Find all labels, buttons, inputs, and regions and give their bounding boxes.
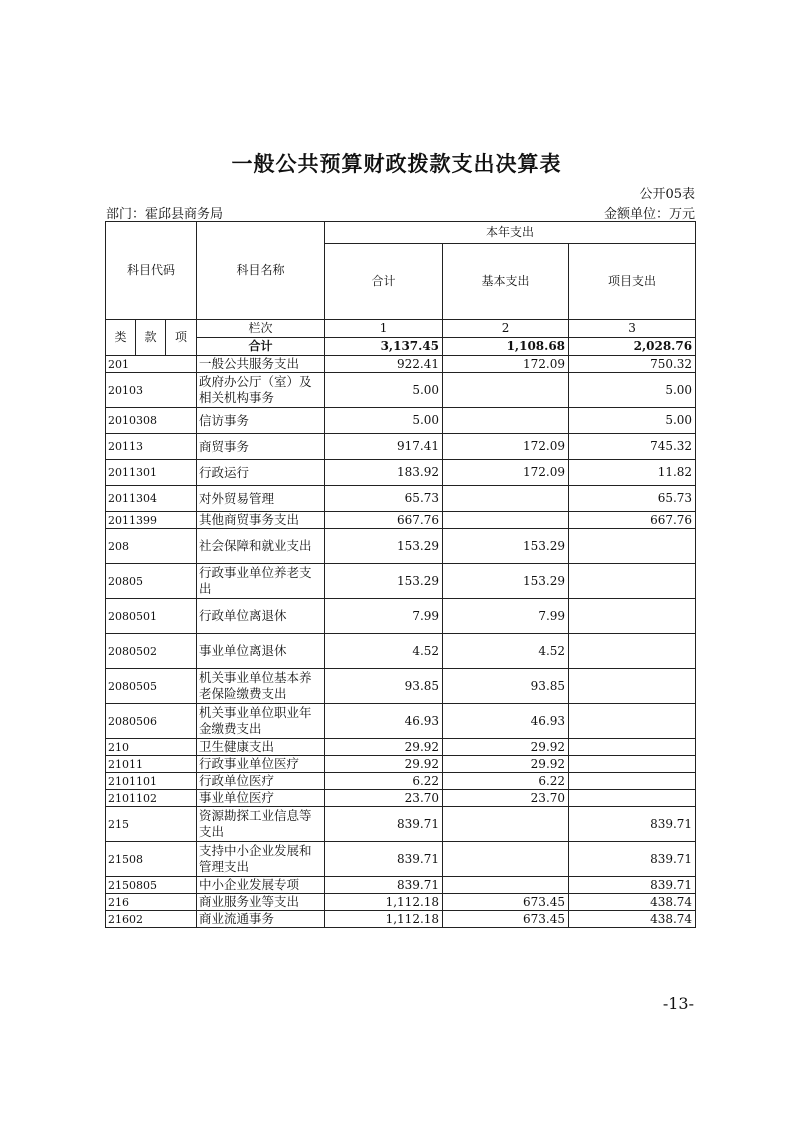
project-amount: 839.71 bbox=[569, 807, 696, 842]
subject-name: 行政事业单位医疗 bbox=[197, 756, 325, 773]
subject-name: 商业服务业等支出 bbox=[197, 894, 325, 911]
table-row bbox=[106, 486, 696, 512]
total-amount: 922.41 bbox=[325, 356, 443, 373]
subject-code: 210 bbox=[106, 739, 197, 756]
subject-code: 21011 bbox=[106, 756, 197, 773]
subject-code: 2011301 bbox=[106, 460, 197, 486]
total-amount: 917.41 bbox=[325, 434, 443, 460]
subject-name: 社会保障和就业支出 bbox=[197, 529, 325, 564]
basic-amount: 172.09 bbox=[443, 460, 569, 486]
table-row bbox=[106, 434, 696, 460]
table-row bbox=[106, 842, 696, 877]
header-code: 科目代码 bbox=[106, 222, 197, 320]
subject-name: 事业单位离退休 bbox=[197, 634, 325, 669]
subject-name: 政府办公厅（室）及相关机构事务 bbox=[197, 373, 325, 408]
column-order-label: 栏次 bbox=[197, 320, 325, 338]
table-row bbox=[106, 877, 696, 894]
subject-name: 商业流通事务 bbox=[197, 911, 325, 928]
header-name: 科目名称 bbox=[197, 222, 325, 320]
basic-amount: 153.29 bbox=[443, 529, 569, 564]
header-basic: 基本支出 bbox=[443, 244, 569, 320]
subject-name: 行政单位离退休 bbox=[197, 599, 325, 634]
total-project-amount: 2,028.76 bbox=[569, 338, 696, 356]
subject-code: 2080506 bbox=[106, 704, 197, 739]
total-amount: 29.92 bbox=[325, 756, 443, 773]
subject-code: 20805 bbox=[106, 564, 197, 599]
subject-code: 2080505 bbox=[106, 669, 197, 704]
total-amount: 4.52 bbox=[325, 634, 443, 669]
column-number-1: 1 bbox=[325, 320, 443, 338]
subject-code: 201 bbox=[106, 356, 197, 373]
subject-code: 2150805 bbox=[106, 877, 197, 894]
subject-name: 行政单位医疗 bbox=[197, 773, 325, 790]
total-amount: 839.71 bbox=[325, 807, 443, 842]
project-amount: 438.74 bbox=[569, 894, 696, 911]
total-label: 合计 bbox=[197, 338, 325, 356]
total-amount: 667.76 bbox=[325, 512, 443, 529]
total-amount: 5.00 bbox=[325, 373, 443, 408]
table-row bbox=[106, 739, 696, 756]
basic-amount bbox=[443, 486, 569, 512]
project-amount: 5.00 bbox=[569, 373, 696, 408]
total-amount: 23.70 bbox=[325, 790, 443, 807]
basic-amount bbox=[443, 512, 569, 529]
table-row bbox=[106, 634, 696, 669]
subject-name: 行政运行 bbox=[197, 460, 325, 486]
project-amount: 839.71 bbox=[569, 877, 696, 894]
project-amount bbox=[569, 756, 696, 773]
subject-code: 20113 bbox=[106, 434, 197, 460]
total-amount: 153.29 bbox=[325, 529, 443, 564]
header-row-1 bbox=[106, 222, 696, 244]
project-amount: 839.71 bbox=[569, 842, 696, 877]
form-number: 公开05表 bbox=[639, 187, 695, 202]
table-row bbox=[106, 512, 696, 529]
subject-name: 中小企业发展专项 bbox=[197, 877, 325, 894]
project-amount: 667.76 bbox=[569, 512, 696, 529]
table-row bbox=[106, 756, 696, 773]
table-row bbox=[106, 564, 696, 599]
table-row bbox=[106, 408, 696, 434]
basic-amount: 29.92 bbox=[443, 756, 569, 773]
subject-code: 216 bbox=[106, 894, 197, 911]
total-amount: 839.71 bbox=[325, 842, 443, 877]
total-amount: 3,137.45 bbox=[325, 338, 443, 356]
project-amount bbox=[569, 704, 696, 739]
total-amount: 183.92 bbox=[325, 460, 443, 486]
total-amount: 1,112.18 bbox=[325, 911, 443, 928]
subject-code: 2011399 bbox=[106, 512, 197, 529]
project-amount bbox=[569, 669, 696, 704]
basic-amount bbox=[443, 373, 569, 408]
table-row bbox=[106, 356, 696, 373]
table-row bbox=[106, 807, 696, 842]
table-row bbox=[106, 529, 696, 564]
project-amount: 438.74 bbox=[569, 911, 696, 928]
total-amount: 153.29 bbox=[325, 564, 443, 599]
project-amount: 11.82 bbox=[569, 460, 696, 486]
column-number-3: 3 bbox=[569, 320, 696, 338]
total-amount: 5.00 bbox=[325, 408, 443, 434]
basic-amount: 673.45 bbox=[443, 894, 569, 911]
total-amount: 6.22 bbox=[325, 773, 443, 790]
subject-code: 2080502 bbox=[106, 634, 197, 669]
table-row bbox=[106, 894, 696, 911]
page-number: -13- bbox=[662, 994, 694, 1013]
page-title: 一般公共预算财政拨款支出决算表 bbox=[231, 151, 562, 176]
basic-amount: 6.22 bbox=[443, 773, 569, 790]
total-amount: 93.85 bbox=[325, 669, 443, 704]
subject-code: 2011304 bbox=[106, 486, 197, 512]
total-basic-amount: 1,108.68 bbox=[443, 338, 569, 356]
subject-code: 2101102 bbox=[106, 790, 197, 807]
column-order-row bbox=[106, 320, 696, 338]
table-row bbox=[106, 911, 696, 928]
subject-name: 卫生健康支出 bbox=[197, 739, 325, 756]
basic-amount bbox=[443, 842, 569, 877]
basic-amount: 23.70 bbox=[443, 790, 569, 807]
subject-name: 商贸事务 bbox=[197, 434, 325, 460]
project-amount: 745.32 bbox=[569, 434, 696, 460]
project-amount bbox=[569, 634, 696, 669]
column-number-2: 2 bbox=[443, 320, 569, 338]
basic-amount: 4.52 bbox=[443, 634, 569, 669]
project-amount bbox=[569, 529, 696, 564]
project-amount bbox=[569, 790, 696, 807]
project-amount: 750.32 bbox=[569, 356, 696, 373]
basic-amount: 153.29 bbox=[443, 564, 569, 599]
department-label: 部门：霍邱县商务局 bbox=[106, 207, 224, 222]
total-amount: 1,112.18 bbox=[325, 894, 443, 911]
basic-amount bbox=[443, 807, 569, 842]
header-xiang: 项 bbox=[166, 320, 197, 356]
table-row bbox=[106, 373, 696, 408]
project-amount: 5.00 bbox=[569, 408, 696, 434]
subject-name: 支持中小企业发展和管理支出 bbox=[197, 842, 325, 877]
total-amount: 839.71 bbox=[325, 877, 443, 894]
subject-name: 机关事业单位职业年金缴费支出 bbox=[197, 704, 325, 739]
subject-code: 208 bbox=[106, 529, 197, 564]
basic-amount: 29.92 bbox=[443, 739, 569, 756]
subject-code: 21508 bbox=[106, 842, 197, 877]
header-kuan: 款 bbox=[136, 320, 166, 356]
basic-amount: 46.93 bbox=[443, 704, 569, 739]
project-amount bbox=[569, 599, 696, 634]
header-total: 合计 bbox=[325, 244, 443, 320]
subject-name: 其他商贸事务支出 bbox=[197, 512, 325, 529]
subject-name: 行政事业单位养老支出 bbox=[197, 564, 325, 599]
basic-amount: 172.09 bbox=[443, 434, 569, 460]
table-row bbox=[106, 669, 696, 704]
basic-amount bbox=[443, 408, 569, 434]
basic-amount bbox=[443, 877, 569, 894]
project-amount bbox=[569, 739, 696, 756]
header-current-year: 本年支出 bbox=[325, 222, 696, 244]
table-row bbox=[106, 773, 696, 790]
table-row bbox=[106, 460, 696, 486]
subject-code: 21602 bbox=[106, 911, 197, 928]
amount-unit-label: 金额单位：万元 bbox=[603, 207, 695, 222]
basic-amount: 172.09 bbox=[443, 356, 569, 373]
table-row bbox=[106, 704, 696, 739]
subject-name: 对外贸易管理 bbox=[197, 486, 325, 512]
basic-amount: 7.99 bbox=[443, 599, 569, 634]
project-amount: 65.73 bbox=[569, 486, 696, 512]
total-amount: 65.73 bbox=[325, 486, 443, 512]
subject-code: 215 bbox=[106, 807, 197, 842]
subject-name: 事业单位医疗 bbox=[197, 790, 325, 807]
subject-code: 2080501 bbox=[106, 599, 197, 634]
subject-code: 2101101 bbox=[106, 773, 197, 790]
expenditure-table bbox=[105, 221, 696, 928]
table-row bbox=[106, 599, 696, 634]
header-lei: 类 bbox=[106, 320, 136, 356]
header-project: 项目支出 bbox=[569, 244, 696, 320]
basic-amount: 673.45 bbox=[443, 911, 569, 928]
subject-code: 2010308 bbox=[106, 408, 197, 434]
subject-name: 信访事务 bbox=[197, 408, 325, 434]
total-amount: 29.92 bbox=[325, 739, 443, 756]
subject-code: 20103 bbox=[106, 373, 197, 408]
total-amount: 7.99 bbox=[325, 599, 443, 634]
subject-name: 资源勘探工业信息等支出 bbox=[197, 807, 325, 842]
project-amount bbox=[569, 564, 696, 599]
table-row bbox=[106, 790, 696, 807]
subject-name: 机关事业单位基本养老保险缴费支出 bbox=[197, 669, 325, 704]
basic-amount: 93.85 bbox=[443, 669, 569, 704]
subject-name: 一般公共服务支出 bbox=[197, 356, 325, 373]
total-amount: 46.93 bbox=[325, 704, 443, 739]
project-amount bbox=[569, 773, 696, 790]
